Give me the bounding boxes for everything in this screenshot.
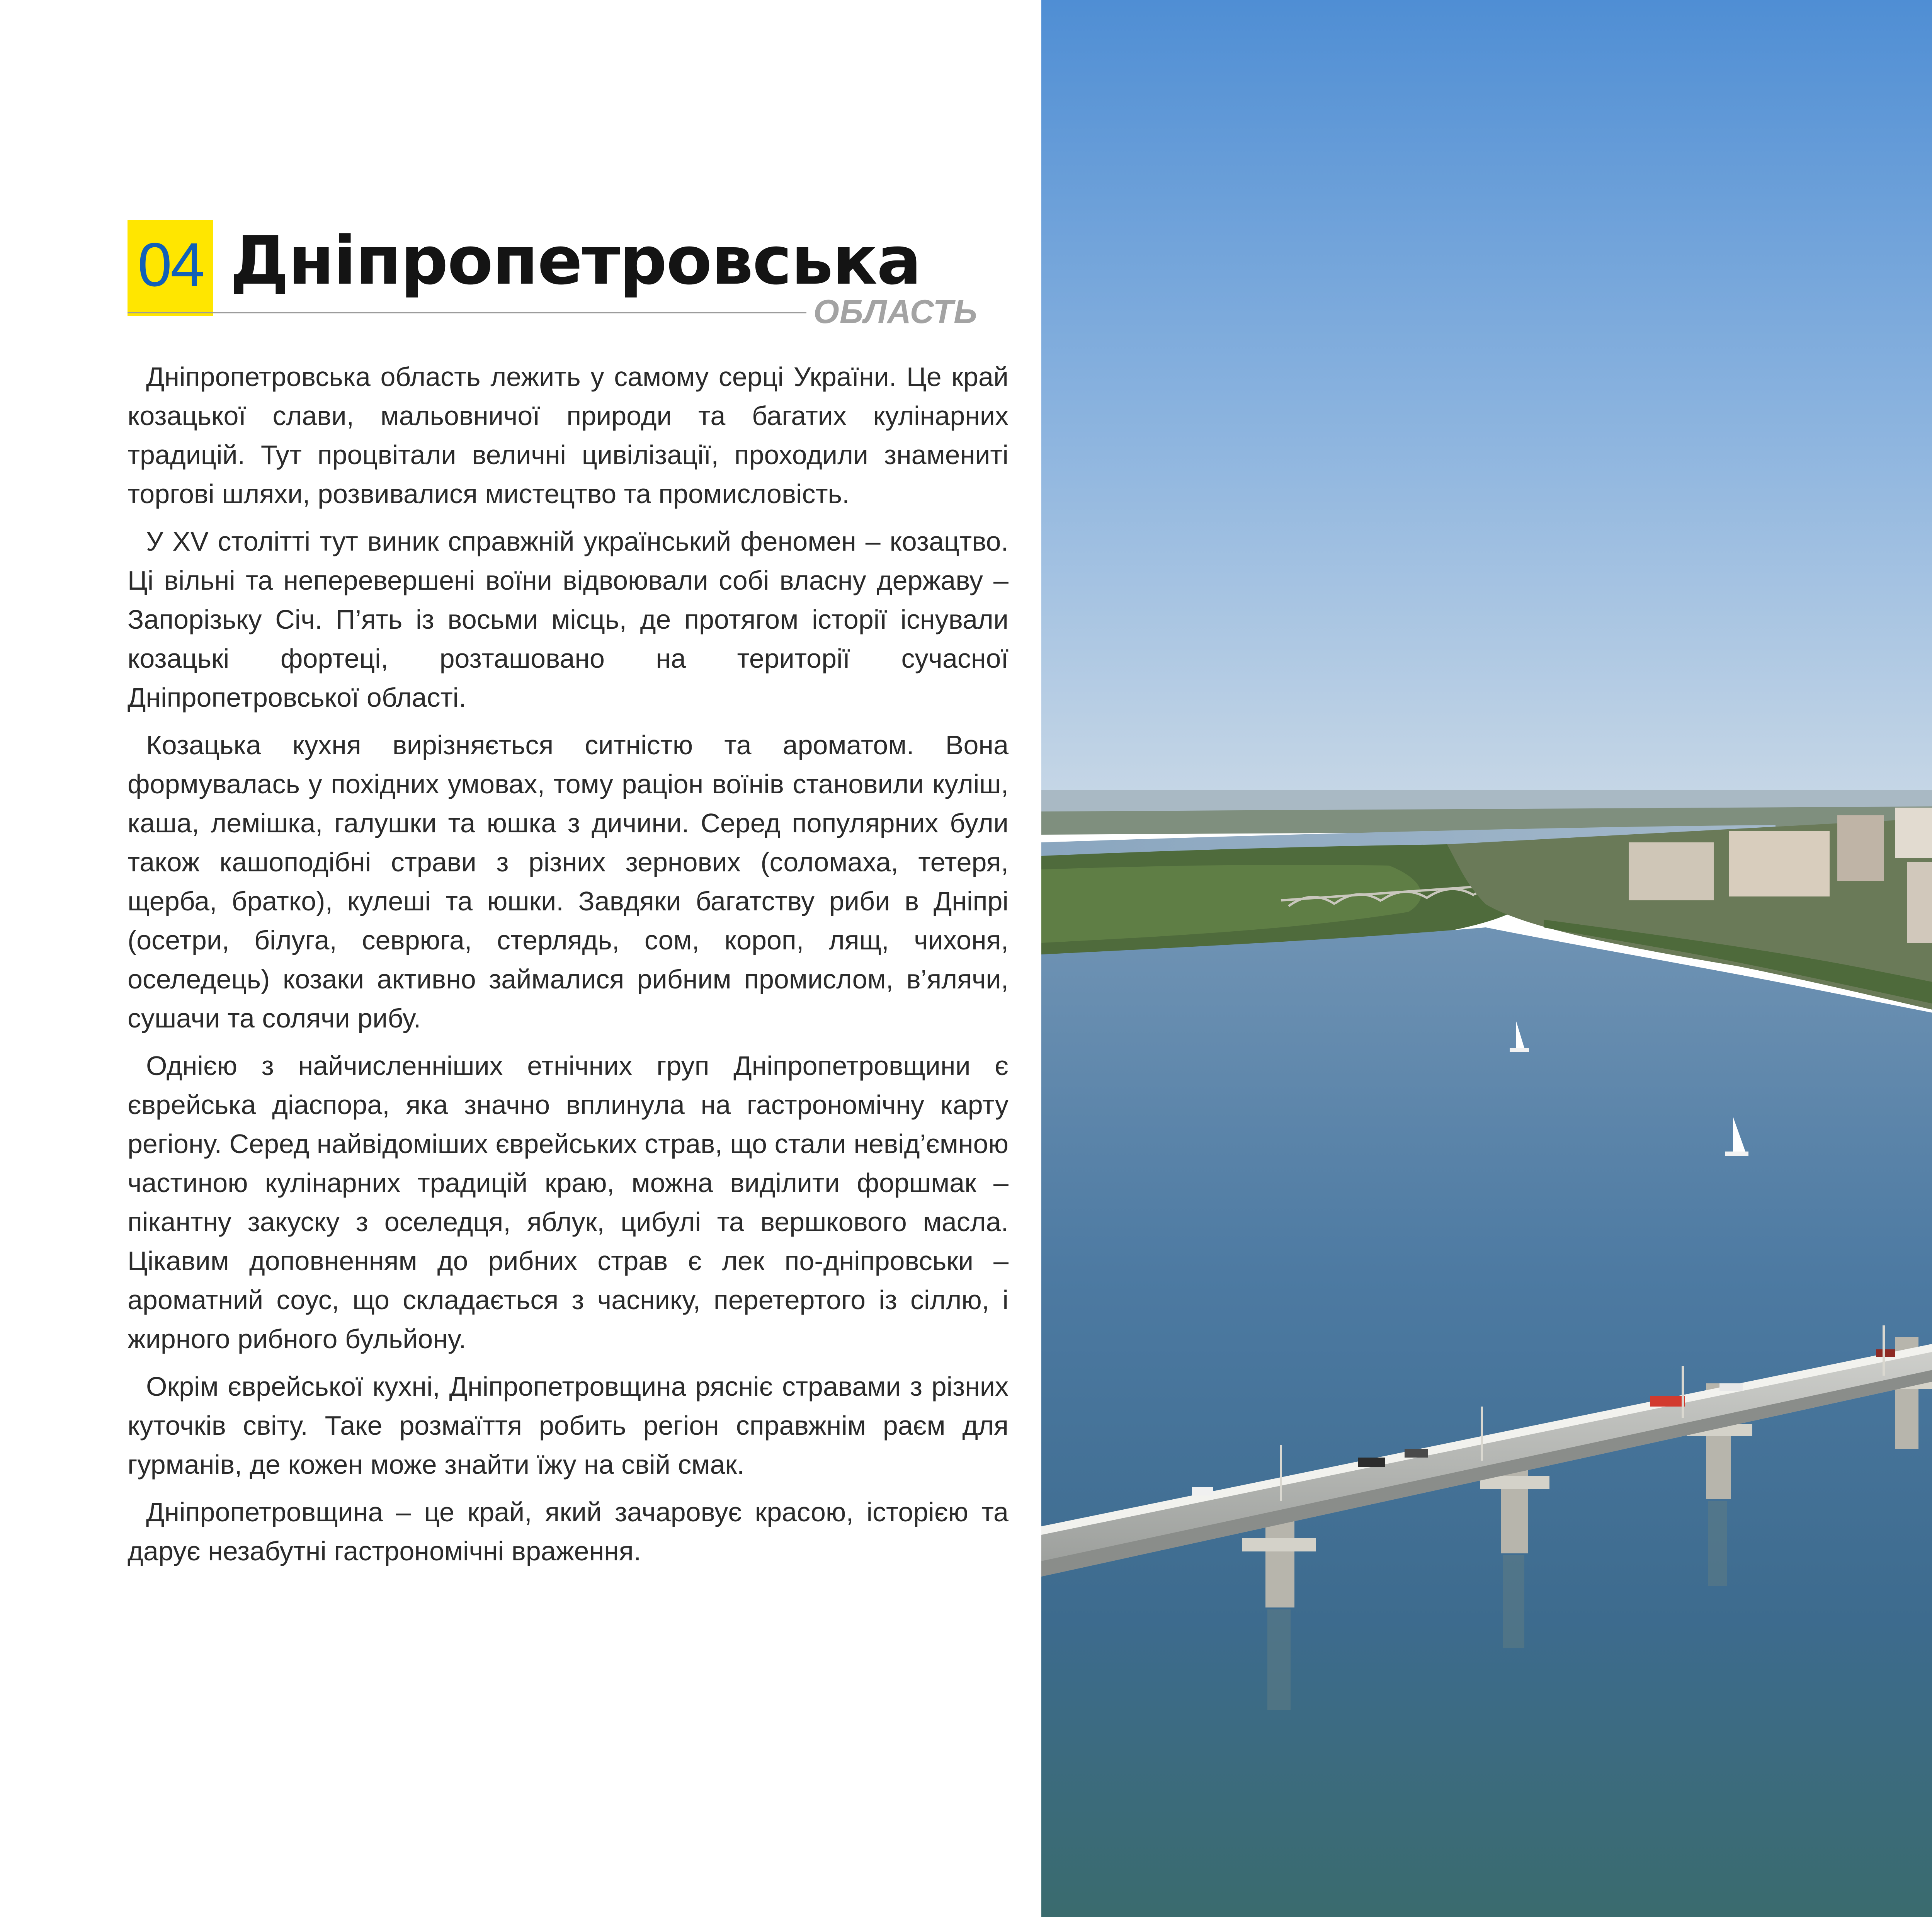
paragraph-jewish-cuisine: Однією з найчисленніших етнічних груп Дніпропетровщини є єврейська діаспора, яка значно вплинула на гастрономічну карту регіону. Серед найвідоміших єврейських страв, що стали невід’ємною частиною кулінарних традицій краю, можна виділити форшмак – пікантну закуску з оселедця, яблук, цибулі та вершкового масла. Цікавим доповненням до рибних страв є лек по-дніпровськи – ароматний соус, що складається з часнику, перетертого із сіллю, і жирного рибного бульйону. (128, 1051, 1009, 1354)
sky (1041, 0, 1932, 804)
paragraph-world-cuisine: Окрім єврейської кухні, Дніпропетровщина рясніє стравами з різних куточків світу. Таке розмаїття робить регіон справжнім раєм для гурманів, де кожен може знайти їжу на свій смак. (128, 1371, 1009, 1480)
paragraph-intro: Дніпропетровська область лежить у самому серці України. Це край козацької слави, мальовничої природи та багатих кулінарних традицій. Тут процвітали величні цивілізації, проходили знамениті торгові шляхи, розвивалися мистецтво та промисловість. (128, 362, 1009, 509)
region-number-badge: 04 (128, 220, 213, 316)
article-body (128, 357, 1009, 1579)
river-dnipro (1041, 927, 1932, 1917)
paragraph-cossacks: У XV столітті тут виник справжній український феномен – козацтво. Ці вільні та неперевершені воїни відвоювали собі власну державу – Запорізьку Січ. П’ять із восьми місць, де протягом історії існували козацькі фортеці, розташовано на території сучасної Дніпропетровської області. (128, 526, 1009, 713)
city-river-photo (1041, 0, 1932, 1917)
heading-divider (128, 312, 806, 313)
region-subtitle: ОБЛАСТЬ (813, 293, 978, 330)
paragraph-conclusion: Дніпропетровщина – це край, який зачаровує красою, історією та дарує незабутні гастрономічні враження. (128, 1497, 1009, 1566)
paragraph-cossack-cuisine: Козацька кухня вирізняється ситністю та ароматом. Вона формувалась у похідних умовах, тому раціон воїнів становили куліш, каша, лемішка, галушки та юшка з дичини. Серед популярних були також кашоподібні страви з різних зернових (соломаха, тетеря, щерба, братко), кулеші та юшки. Завдяки багатству риби в Дніпрі (осетри, білуга, севрюга, стерлядь, сом, короп, лящ, чихоня, оселедець) козаки активно займалися рибним промислом, в’ялячи, сушачи та солячи рибу. (128, 730, 1009, 1033)
region-title: Дніпропетровська (230, 222, 921, 299)
